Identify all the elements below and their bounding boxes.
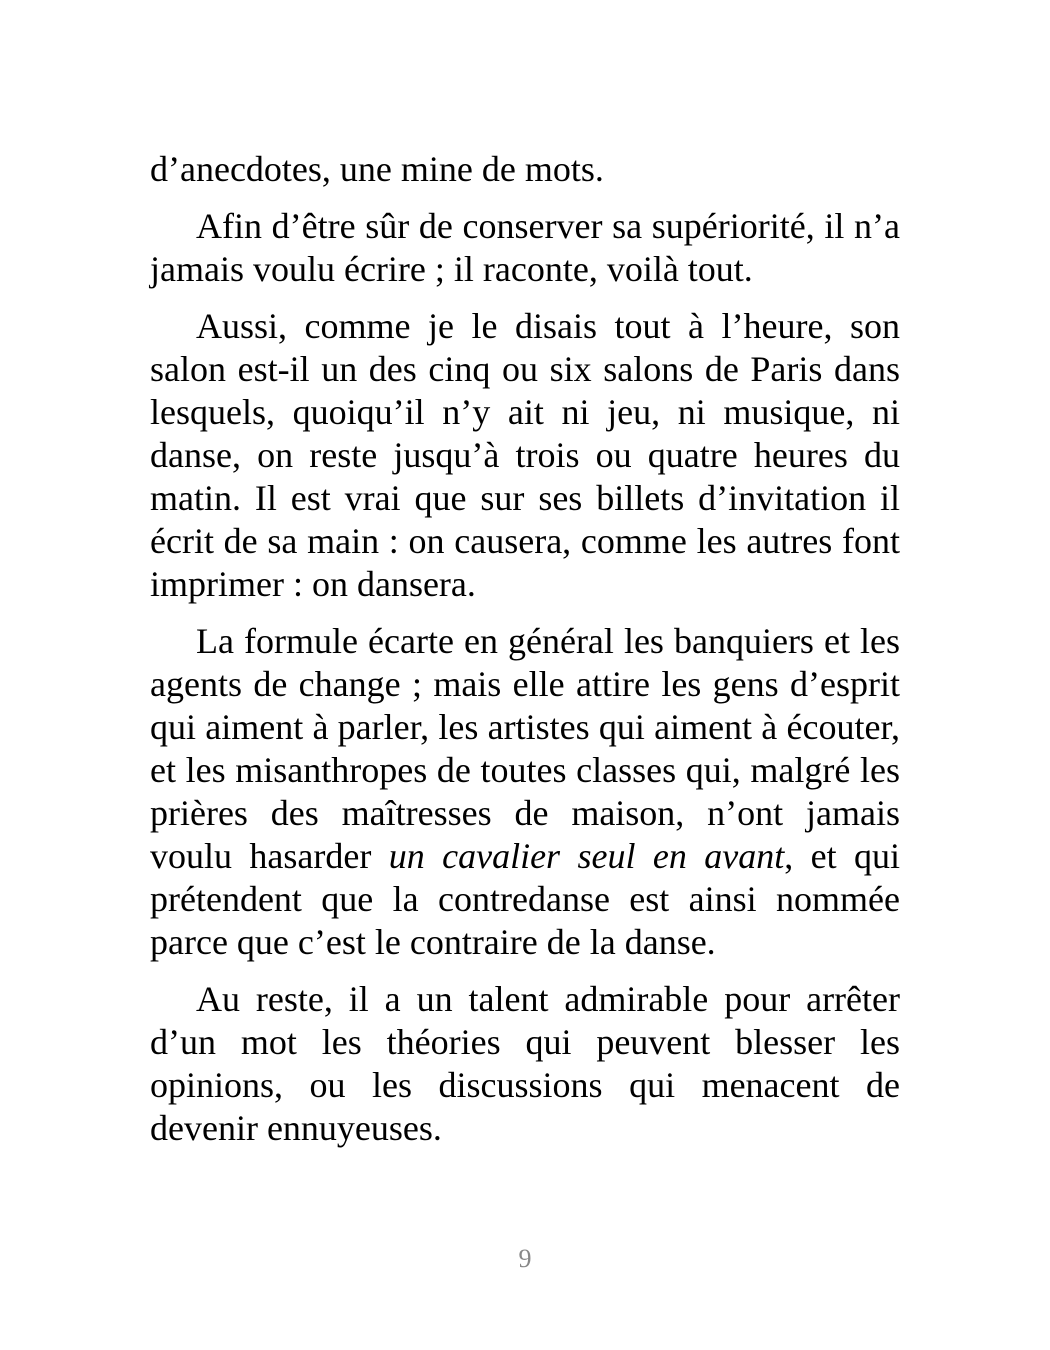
paragraph: Afin d’être sûr de conserver sa supériorité, il n’a jamais voulu écrire ; il raconte, voilà tout. bbox=[150, 206, 900, 289]
page-body bbox=[150, 148, 900, 1150]
paragraph-continuation: d’anecdotes, une mine de mots. bbox=[150, 149, 604, 189]
paragraph: Aussi, comme je le disais tout à l’heure, son salon est-il un des cinq ou six salons de Paris dans lesquels, quoiqu’il n’y ait ni jeu, ni musique, ni danse, on reste jusqu’à trois ou quatre heures du matin. Il est vrai que sur ses billets d’invitation il écrit de sa main : on causera, comme les autres font imprimer : on dansera. bbox=[150, 306, 900, 604]
paragraph-text: , et qui prétendent que la contredanse est ainsi nommée parce que c’est le contraire de la danse. bbox=[150, 836, 900, 962]
italic-phrase: un cavalier seul en avant bbox=[388, 836, 785, 876]
page-number: 9 bbox=[518, 1244, 532, 1273]
paragraph: Au reste, il a un talent admirable pour arrêter d’un mot les théories qui peuvent blesser les opinions, ou les discussions qui menacent de devenir ennuyeuses. bbox=[150, 979, 900, 1148]
paragraph bbox=[150, 620, 900, 964]
paragraph-text: La formule écarte en général les banquiers et les agents de change ; mais elle attire les gens d’esprit qui aiment à parler, les artistes qui aiment à écouter, et les misanthropes de toutes classes qui, malgré les prières des maîtresses de maison, n’ont jamais voulu hasarder bbox=[150, 621, 900, 876]
